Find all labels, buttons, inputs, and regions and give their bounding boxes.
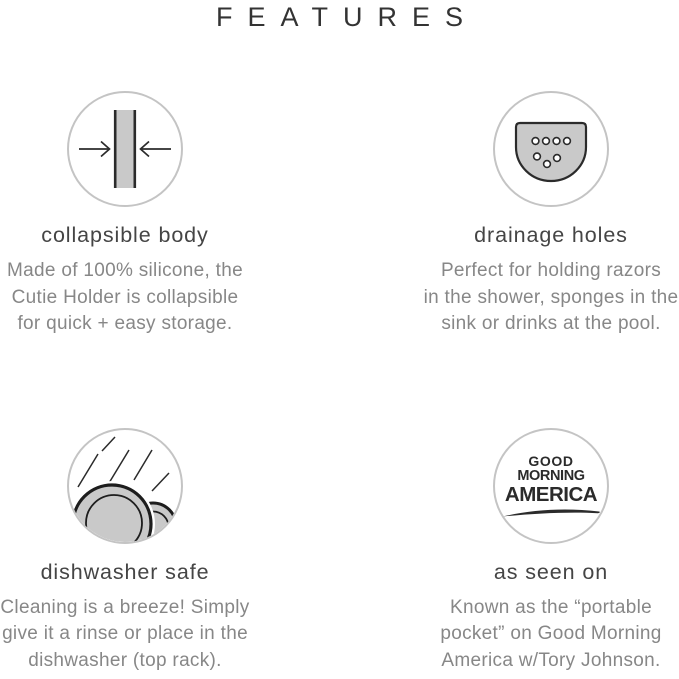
feature-icon-circle — [67, 91, 183, 207]
description-line: dishwasher (top rack). — [28, 649, 222, 671]
drainage-holes-icon — [495, 93, 607, 205]
feature-description — [7, 258, 243, 338]
page-title: FEATURES — [215, 2, 478, 32]
gma-logo-line-america: AMERICA — [504, 482, 598, 506]
feature-description — [440, 595, 661, 675]
feature-card-collapsible-body — [0, 91, 250, 338]
description-line: Made of 100% silicone, the — [7, 260, 243, 281]
description-line: Cleaning is a breeze! Simply — [0, 596, 250, 618]
features-row-top — [0, 91, 679, 338]
collapse-arrows-icon — [69, 93, 181, 205]
feature-icon-circle — [493, 91, 609, 207]
feature-card-dishwasher-safe — [0, 428, 250, 675]
feature-icon-circle — [493, 428, 609, 544]
description-line: sink or drinks at the pool. — [441, 313, 661, 334]
dishwasher-plates-icon — [69, 430, 181, 542]
feature-heading: drainage holes — [474, 223, 628, 247]
description-line: Cutie Holder is collapsible — [11, 286, 239, 308]
description-line: for quick + easy storage. — [17, 313, 233, 334]
feature-description — [424, 258, 679, 338]
description-line: Known as the “portable — [450, 596, 652, 618]
description-line: in the shower, sponges in the — [423, 286, 679, 308]
features-row-bottom — [0, 428, 679, 675]
gma-logo-line-good: GOOD — [528, 453, 574, 469]
description-line: America w/Tory Johnson. — [441, 649, 661, 671]
description-line: pocket” on Good Morning — [440, 623, 662, 644]
good-morning-america-logo — [501, 452, 601, 519]
feature-description — [0, 595, 249, 675]
feature-card-drainage-holes — [425, 91, 677, 338]
feature-heading: as seen on — [493, 559, 609, 584]
description-line: give it a rinse or place in the — [2, 623, 248, 644]
feature-heading: dishwasher safe — [40, 559, 210, 584]
gma-logo-line-morning: MORNING — [517, 468, 585, 484]
feature-heading: collapsible body — [41, 223, 209, 247]
feature-icon-circle — [67, 428, 183, 544]
gma-swoosh-underline-icon — [501, 507, 601, 519]
feature-card-as-seen-on — [425, 428, 677, 675]
description-line: Perfect for holding razors — [440, 260, 662, 281]
